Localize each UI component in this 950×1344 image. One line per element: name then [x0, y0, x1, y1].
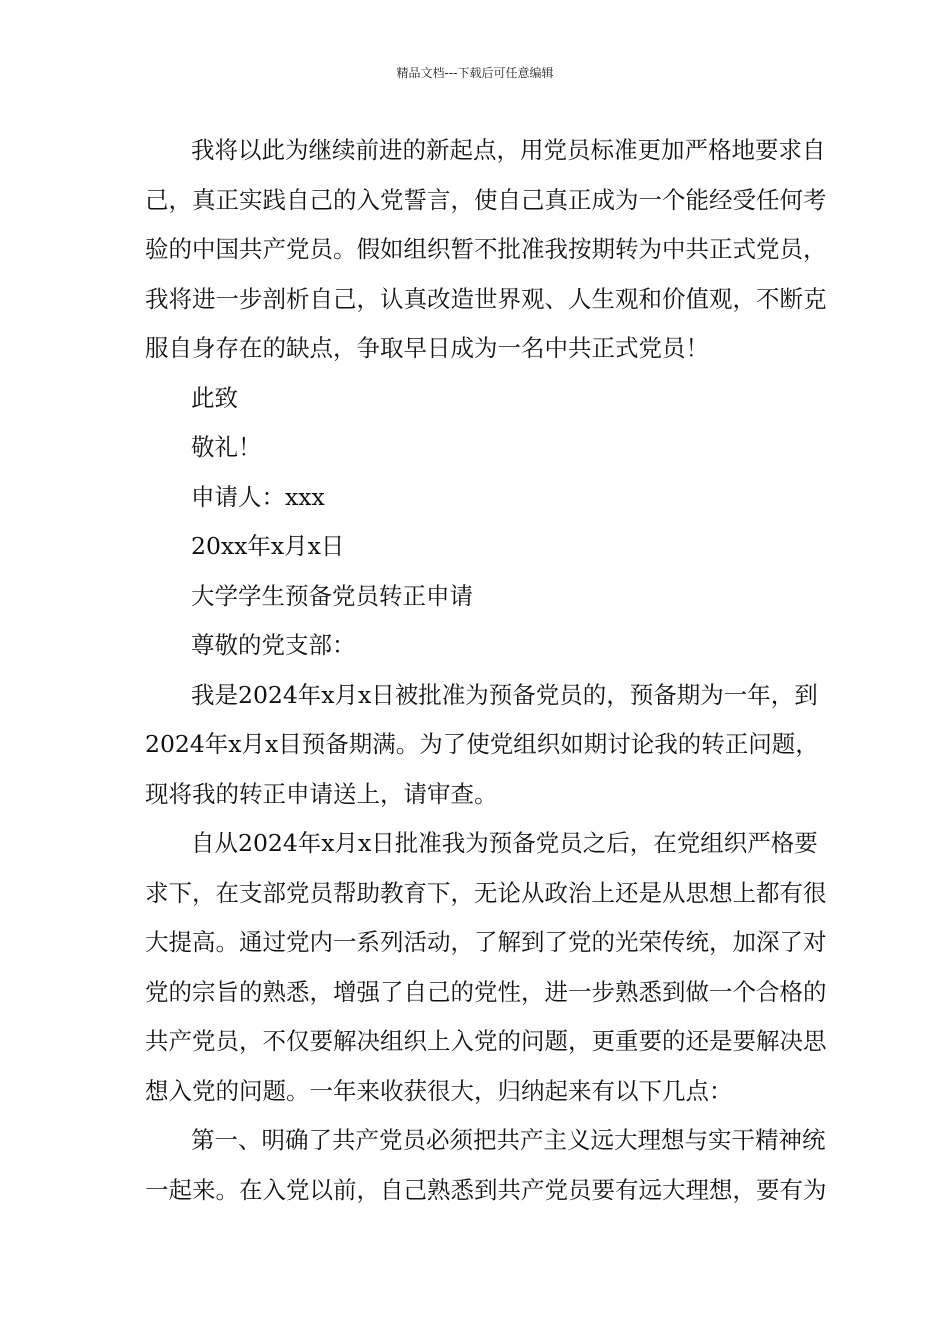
- text-line: 2024年x月x目预备期满。为了使党组织如期讨论我的转正问题，: [145, 730, 819, 758]
- text-line: 我是2024年x月x日被批准为预备党员的，预备期为一年，到: [191, 680, 818, 709]
- text-line: 第一、明确了共产党员必须把共产主义远大理想与实干精神统: [191, 1126, 826, 1154]
- applicant-signature: 申请人：xxx: [191, 482, 325, 511]
- text-line: 共产党员，不仅要解决组织上入党的问题，更重要的还是要解决思: [145, 1027, 827, 1055]
- text-line: 己，真正实践自己的入党誓言，使自己真正成为一个能经受任何考: [145, 185, 827, 214]
- section-title: 大学学生预备党员转正申请: [191, 581, 473, 610]
- text-line: 验的中国共产党员。假如组织暂不批准我按期转为中共正式党员，: [145, 235, 827, 263]
- greeting: 尊敬的党支部：: [191, 631, 356, 659]
- text-line: 想入党的问题。一年来收获很大，归纳起来有以下几点：: [145, 1076, 733, 1105]
- text-line: 我将以此为继续前进的新起点，用党员标准更加严格地要求自: [191, 136, 826, 164]
- page-header: 精品文档---下载后可任意编辑: [396, 66, 554, 80]
- text-line: 党的宗旨的熟悉，增强了自己的党性，进一步熟悉到做一个合格的: [145, 977, 827, 1006]
- closing-salutation: 此致: [191, 383, 238, 412]
- letter-date: 20xx年x月x日: [191, 532, 345, 560]
- letter-body: [145, 126, 827, 1215]
- text-line: 自从2024年x月x日批准我为预备党员之后，在党组织严格要: [191, 829, 818, 857]
- text-line: 大提高。通过党内一系列活动，了解到了党的光荣传统，加深了对: [145, 928, 827, 956]
- closing-respect: 敬礼！: [191, 433, 262, 461]
- text-line: 现将我的转正申请送上，请审查。: [145, 779, 498, 808]
- text-line: 一起来。在入党以前，自己熟悉到共产党员要有远大理想，要有为: [145, 1175, 827, 1204]
- text-line: 我将进一步剖析自己，认真改造世界观、人生观和价值观，不断克: [145, 284, 827, 313]
- text-line: 服自身存在的缺点，争取早日成为一名中共正式党员！: [145, 334, 709, 362]
- text-line: 求下，在支部党员帮助教育下，无论从政治上还是从思想上都有很: [145, 878, 827, 907]
